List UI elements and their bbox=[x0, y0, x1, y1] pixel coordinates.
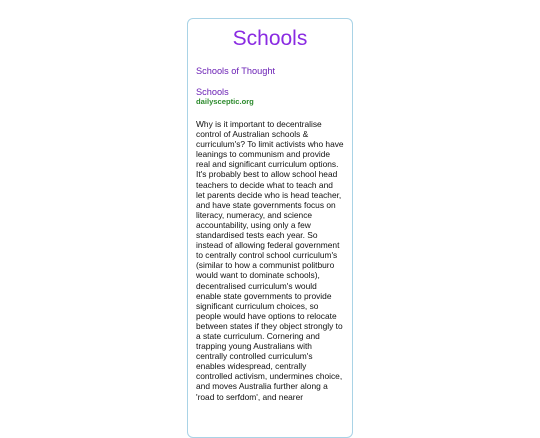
source-block bbox=[196, 87, 344, 106]
page-title: Schools bbox=[232, 27, 308, 50]
content-card bbox=[187, 18, 353, 438]
source-domain: dailysceptic.org bbox=[196, 97, 254, 106]
article-body: Why is it important to decentralise control of Australian schools & curriculum's? To limit activists who have leanings to communism and provide real and significant curriculum options. It's probably best to allow school head teachers to decide what to teach and let parents decide who is head teacher, and have state governments focus on literacy, numeracy, and science accountability, using only a few standardised tests each year. So instead of allowing federal government to centrally control school curriculum's (similar to how a communist politburo would want to dominate schools), decentralised curriculum's would enable state governments to provide significant curriculum choices, so people would have options to relocate between states if they object strongly to a state curriculum. Cornering and trapping young Australians with centrally controlled curriculum's enables widespread, centrally controlled activism, undermines choice, and moves Australia further along a 'road to serfdom', and nearer bbox=[196, 119, 344, 402]
source-title-link[interactable]: Schools bbox=[196, 87, 229, 97]
section-heading-link[interactable]: Schools of Thought bbox=[196, 66, 275, 76]
